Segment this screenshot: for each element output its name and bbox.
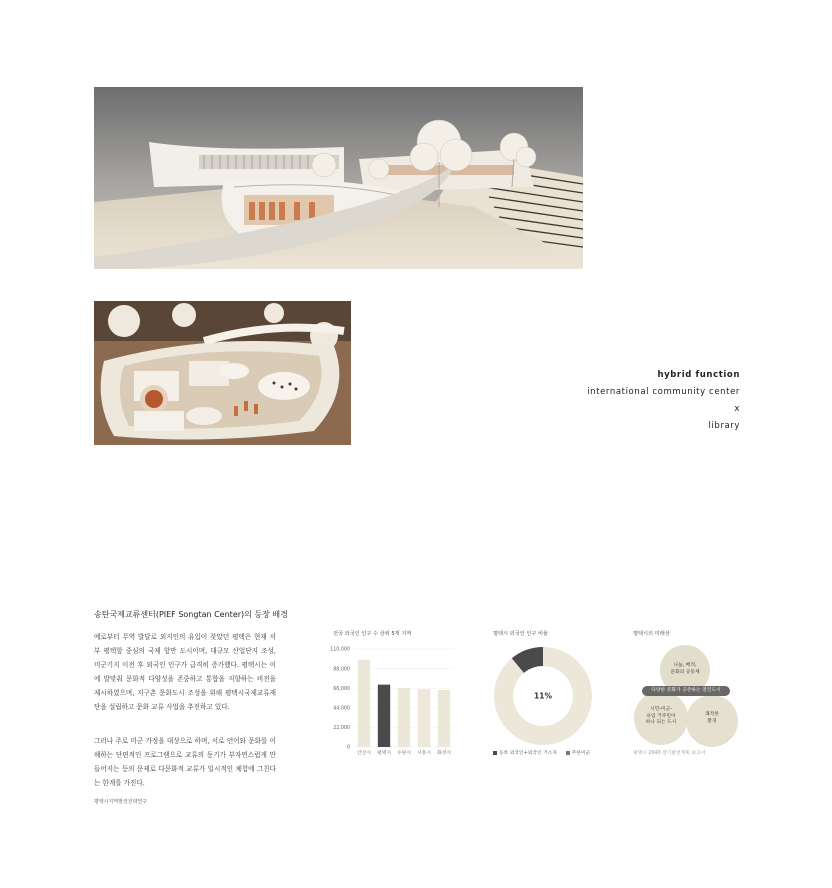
y-tick-label: 22,000 <box>333 726 350 732</box>
bar-chart-title: 전국 외국인 인구 수 상위 5개 지역 <box>333 631 412 637</box>
vision-right-text: 쾌적한 환경 <box>705 712 719 724</box>
donut-chart <box>492 645 596 747</box>
vision-band: 다양한 문화가 공존하는 열린도시 <box>642 686 730 696</box>
y-tick-label: 44,000 <box>333 706 350 712</box>
bar-4 <box>418 689 430 747</box>
bar-5 <box>438 690 450 747</box>
model-photo-top <box>94 87 583 269</box>
legend-item-usfk: 주한미군 <box>566 751 591 756</box>
vision-top-text: 나눔, 배려, 문화의 공동체 <box>670 663 700 675</box>
model-photo-interior <box>94 301 351 445</box>
y-tick-label: 0 <box>346 745 350 751</box>
y-tick-label: 88,000 <box>333 667 350 673</box>
paragraph-2: 그러나 주로 미군 가정을 대상으로 하며, 서로 언어와 문화를 이해하는 단편적인 프로그램으로 교류의 동기가 부자연스럽게 만들어지는 등의 문제로 다문화적 교류가 일시적인 체험에 그친다는 한계를 가진다. <box>94 737 276 787</box>
bar-1 <box>358 660 370 747</box>
bar-3 <box>398 688 410 747</box>
x-tick-label: 화성시 <box>437 751 451 756</box>
x-tick-label: 평택시 <box>377 751 391 756</box>
vision-left-text: 시민-미군- 유입 거주민이 하나 되는 도시 <box>645 707 677 725</box>
vision-source: 평택시 2040 장기발전계획 보고서 <box>633 751 706 756</box>
vision-diagram <box>628 645 740 749</box>
x-tick-label: 시흥시 <box>417 751 431 756</box>
legend-item-residents: 등록 외국인+외국인 거소자 <box>493 751 557 756</box>
hybrid-line-3: library <box>708 421 740 431</box>
y-tick-label: 66,000 <box>333 686 350 692</box>
hybrid-line-1: international community center <box>587 387 740 397</box>
donut-chart-title: 평택시 외국인 인구 비율 <box>493 631 549 637</box>
paragraph-1: 예로부터 무역 발달로 외지인의 유입이 잦았던 평택은 현재 서부 평택항 중심의 국제 항만 도시이며, 대규모 산업단지 조성, 미군기지 이전 후 외국인 인구가 급격히 증가했다. 평택시는 이에 발맞춰 문화적 다양성을 존중하고 통합을 지향하는 비전을 제시하였으며, 지구촌 문화도시 조성을 위해 평택시국제교류재단을 설립하고 문화 교류 사업을 추진하고 있다. <box>94 633 276 711</box>
legend-swatch-grey <box>566 751 570 755</box>
hybrid-line-2: x <box>734 404 740 414</box>
x-tick-label: 안산시 <box>357 751 371 756</box>
y-tick-label: 110,000 <box>330 647 350 653</box>
donut-legend <box>493 749 590 756</box>
donut-center-label: 11% <box>534 691 552 701</box>
vision-title: 평택시의 미래상 <box>633 631 670 637</box>
legend-swatch-dark <box>493 751 497 755</box>
source-note: 평택시지역발전전략연구 <box>94 799 148 805</box>
bar-2 <box>378 685 390 747</box>
bar-chart <box>320 642 460 760</box>
section-title: 송탄국제교류센터(PIEF Songtan Center)의 등장 배경 <box>94 610 288 619</box>
x-tick-label: 수원시 <box>397 751 411 756</box>
hybrid-title: hybrid function <box>657 370 740 380</box>
